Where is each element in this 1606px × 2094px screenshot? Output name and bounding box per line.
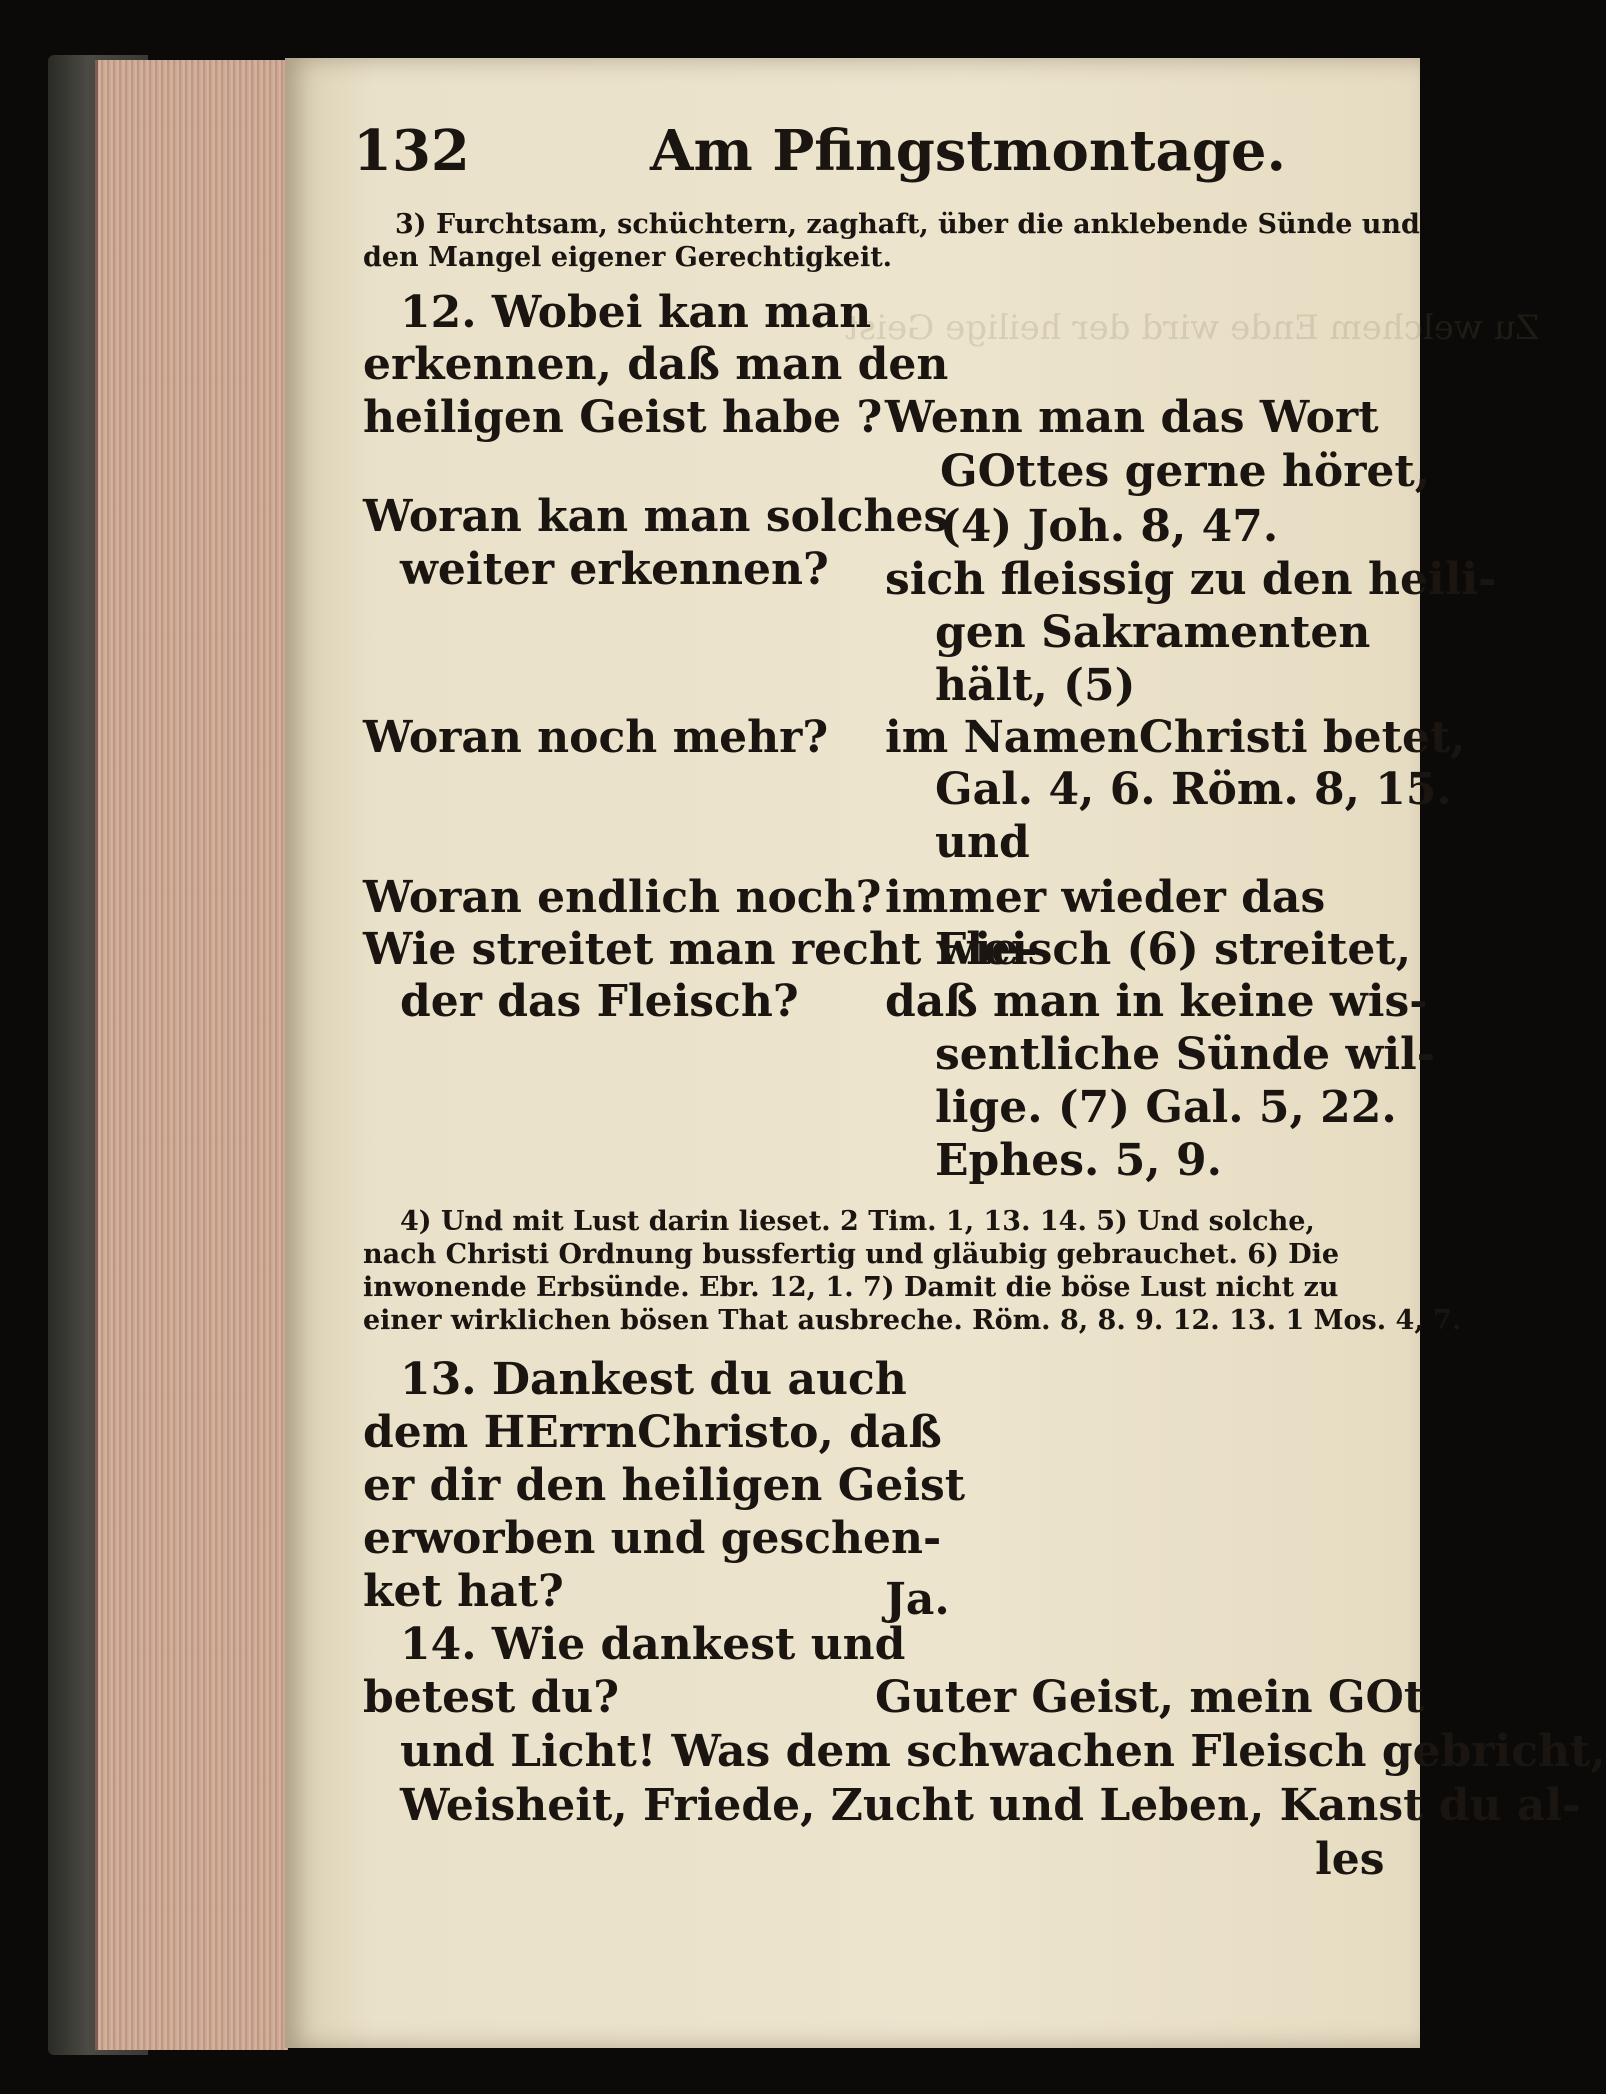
page-edges <box>95 60 288 2050</box>
answer-line: im NamenChristi betet, <box>885 712 1466 763</box>
question-13-line: er dir den heiligen Geist <box>363 1460 966 1511</box>
footnote-line: inwonende Erbsünde. Ebr. 12, 1. 7) Damit die böse Lust nicht zu <box>363 1272 1339 1303</box>
question-line: Woran endlich noch? <box>363 872 882 923</box>
question-line: Wie streitet man recht wie- <box>363 924 1038 975</box>
question-13-line: 13. Dankest du auch <box>400 1354 907 1405</box>
question-13-line: erworben und geschen- <box>363 1513 942 1564</box>
answer-line: GOttes gerne höret, <box>940 446 1431 497</box>
footnote-line: 4) Und mit Lust darin lieset. 2 Tim. 1, 13. 14. 5) Und solche, <box>400 1206 1315 1237</box>
answer-line: Gal. 4, 6. Röm. 8, 15. <box>935 764 1452 815</box>
answer-14-line: les <box>1315 1834 1385 1885</box>
question-line: der das Fleisch? <box>400 976 799 1027</box>
question-14-line: betest du? <box>363 1672 620 1723</box>
footnote-line: nach Christi Ordnung bussfertig und gläubig gebrauchet. 6) Die <box>363 1239 1340 1270</box>
question-line: Woran kan man solches <box>363 491 949 542</box>
intro-note-line: den Mangel eigener Gerechtigkeit. <box>363 242 893 273</box>
answer-line: Wenn man das Wort <box>885 392 1379 443</box>
answer-line: hält, (5) <box>935 660 1136 711</box>
answer-line: (4) Joh. 8, 47. <box>940 501 1279 552</box>
answer-13: Ja. <box>885 1574 950 1625</box>
question-13-line: dem HErrnChristo, daß <box>363 1407 942 1458</box>
question-line: Woran noch mehr? <box>363 712 829 763</box>
question-12-line: 12. Wobei kan man <box>400 287 872 338</box>
answer-line: sentliche Sünde wil- <box>935 1029 1436 1080</box>
footnote-line: einer wirklichen bösen That ausbreche. Röm. 8, 8. 9. 12. 13. 1 Mos. 4, 7. <box>363 1305 1462 1336</box>
answer-line: daß man in keine wis- <box>885 976 1428 1027</box>
answer-14-line: Guter Geist, mein GOt <box>875 1672 1425 1723</box>
bleed-through-text: Zu welchem Ende wird der heilige Geist <box>845 308 1540 348</box>
answer-line: lige. (7) Gal. 5, 22. <box>935 1082 1397 1133</box>
question-line: weiter erkennen? <box>400 544 829 595</box>
question-12-line: heiligen Geist habe ? <box>363 392 883 443</box>
answer-line: immer wieder das <box>885 872 1326 923</box>
answer-line: sich fleissig zu den heili- <box>885 554 1497 605</box>
intro-note-line: 3) Furchtsam, schüchtern, zaghaft, über die anklebende Sünde und <box>395 209 1420 240</box>
answer-line: gen Sakramenten <box>935 607 1371 658</box>
answer-14-line: Weisheit, Friede, Zucht und Leben, Kanst du al- <box>400 1780 1581 1831</box>
question-13-line: ket hat? <box>363 1566 564 1617</box>
book-page <box>285 58 1606 2048</box>
running-title: Am Pfingstmontage. <box>650 118 1287 184</box>
answer-line: Ephes. 5, 9. <box>935 1135 1222 1186</box>
answer-line: Fleisch (6) streitet, <box>935 924 1412 975</box>
question-14-line: 14. Wie dankest und <box>400 1619 906 1670</box>
page-number: 132 <box>353 118 470 184</box>
answer-line: und <box>935 817 1030 868</box>
question-12-line: erkennen, daß man den <box>363 339 949 390</box>
answer-14-line: und Licht! Was dem schwachen Fleisch gebricht, <box>400 1726 1606 1777</box>
